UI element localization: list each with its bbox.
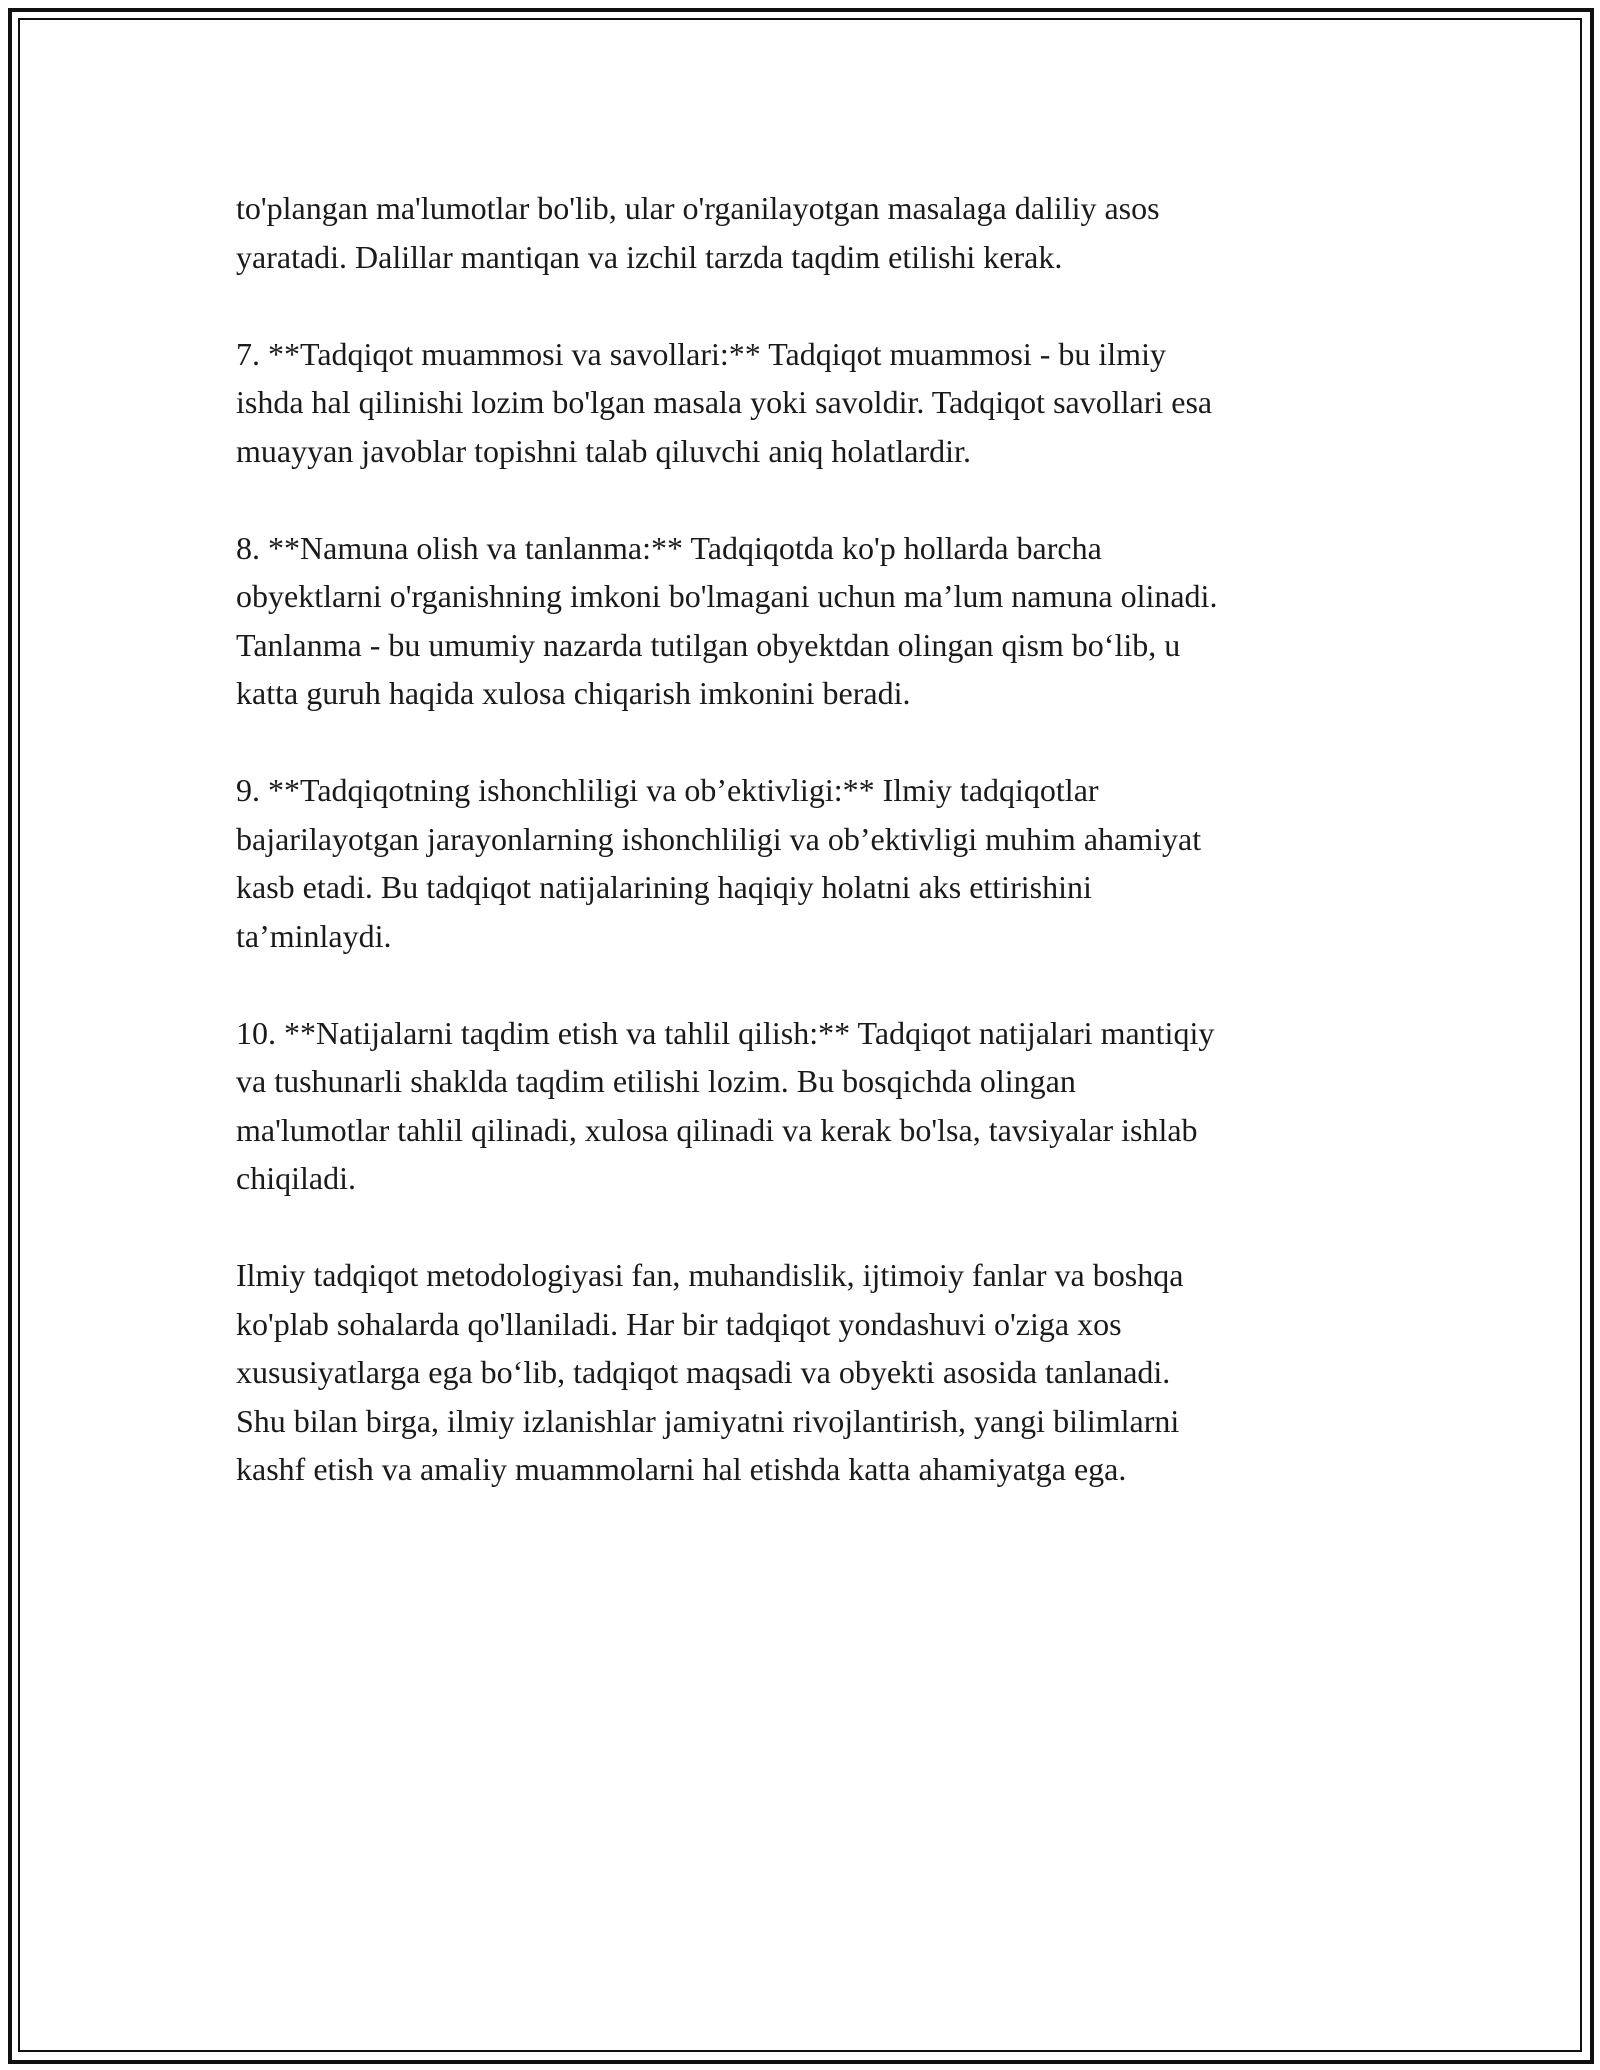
text-line: kasb etadi. Bu tadqiqot natijalarining haqiqiy holatni aks ettirishini [236,869,1092,905]
text-line: kashf etish va amaliy muammolarni hal etishda katta ahamiyatga ega. [236,1451,1127,1487]
text-line: yaratadi. Dalillar mantiqan va izchil tarzda taqdim etilishi kerak. [236,238,1063,275]
text-line: bajarilayotgan jarayonlarning ishonchliligi va ob’ektivligi muhim ahamiyat [236,820,1202,857]
text-line: obyektlarni o'rganishning imkoni bo'lmagani uchun ma’lum namuna olinadi. [236,578,1218,614]
text-line: ko'plab sohalarda qo'llaniladi. Har bir tadqiqot yondashuvi o'ziga xos [236,1305,1122,1342]
text-line: ma'lumotlar tahlil qilinadi, xulosa qilinadi va kerak bo'lsa, tavsiyalar ishlab [236,1111,1198,1148]
text-line: katta guruh haqida xulosa chiqarish imkonini beradi. [236,675,911,711]
paragraph-conclusion [236,1251,1376,1494]
text-line: Tanlanma - bu umumiy nazarda tutilgan obyektdan olingan qism bo‘lib, u [236,626,1181,663]
text-line: 8. **Namuna olish va tanlanma:** Tadqiqotda ko'p hollarda barcha [236,529,1102,566]
paragraph-continuation [236,184,1376,281]
text-line: muayyan javoblar topishni talab qiluvchi aniq holatlardir. [236,432,971,469]
text-line: 9. **Tadqiqotning ishonchliligi va ob’ektivligi:** Ilmiy tadqiqotlar [236,772,1099,808]
text-line: Ilmiy tadqiqot metodologiyasi fan, muhandislik, ijtimoiy fanlar va boshqa [236,1257,1184,1293]
text-line: 10. **Natijalarni taqdim etish va tahlil qilish:** Tadqiqot natijalari mantiqiy [236,1014,1215,1051]
text-line: xususiyatlarga ega bo‘lib, tadqiqot maqsadi va obyekti asosida tanlanadi. [236,1354,1171,1390]
text-line: chiqiladi. [236,1160,356,1196]
text-line: ta’minlaydi. [236,917,392,954]
paragraph-item-9 [236,766,1376,960]
text-line: 7. **Tadqiqot muammosi va savollari:** Tadqiqot muammosi - bu ilmiy [236,335,1166,372]
text-line: Shu bilan birga, ilmiy izlanishlar jamiyatni rivojlantirish, yangi bilimlarni [236,1402,1180,1439]
paragraph-item-8 [236,524,1376,718]
paragraph-item-7 [236,330,1376,476]
document-body [236,184,1376,1542]
text-line: ishda hal qilinishi lozim bo'lgan masala yoki savoldir. Tadqiqot savollari esa [236,384,1213,420]
text-line: to'plangan ma'lumotlar bo'lib, ular o'rganilayotgan masalaga daliliy asos [236,190,1160,226]
text-line: va tushunarli shaklda taqdim etilishi lozim. Bu bosqichda olingan [236,1063,1076,1099]
paragraph-item-10 [236,1009,1376,1203]
